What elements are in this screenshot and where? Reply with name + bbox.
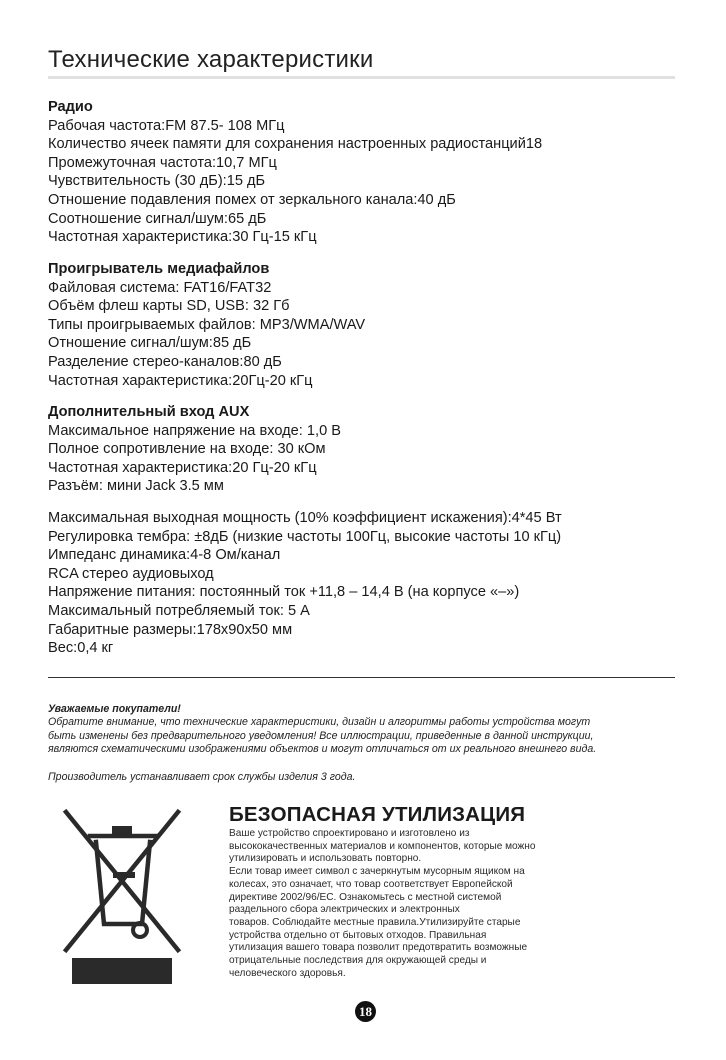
spec-line: Напряжение питания: постоянный ток +11,8 – 14,4 В (на корпусе «–») <box>48 584 520 601</box>
crossed-out-wheelie-bin-icon <box>58 806 186 986</box>
spec-line: Объём флеш карты SD, USB: 32 Гб <box>48 298 290 315</box>
spec-line: Промежуточная частота:10,7 МГц <box>48 154 277 171</box>
spec-line: Отношение подавления помех от зеркального канала:40 дБ <box>48 191 456 208</box>
section-heading-aux: Дополнительный вход AUX <box>48 404 250 420</box>
bin-drawing <box>58 806 186 956</box>
disposal-line: отрицательные последствия для окружающей среды и <box>229 955 487 967</box>
media-section <box>48 260 688 390</box>
notice-line: Обратите внимание, что технические характеристики, дизайн и алгоритмы работы устройства могут <box>48 716 591 729</box>
spec-line: Частотная характеристика:20Гц-20 кГц <box>48 372 313 389</box>
spec-line: RCA стерео аудиовыход <box>48 565 214 582</box>
disposal-line: человеческого здоровья. <box>229 967 346 979</box>
notice-line: быть изменены без предварительного уведомления! Все иллюстрации, приведенные в данной инструкции, <box>48 729 594 742</box>
disposal-line: колесах, это означает, что товар соответствует Европейской <box>229 878 513 890</box>
disposal-line: утилизировать и использовать повторно. <box>229 853 422 865</box>
spec-line: Частотная характеристика:30 Гц-15 кГц <box>48 229 317 246</box>
spec-line: Разъём: мини Jack 3.5 мм <box>48 478 224 495</box>
section-heading-media: Проигрыватель медиафайлов <box>48 261 270 277</box>
spec-line: Максимальный потребляемый ток: 5 А <box>48 602 310 619</box>
spec-line: Количество ячеек памяти для сохранения настроенных радиостанций18 <box>48 136 543 153</box>
spec-line: Типы проигрываемых файлов: MP3/WMA/WAV <box>48 316 366 333</box>
spec-line: Полное сопротивление на входе: 30 кОм <box>48 441 326 458</box>
spec-line: Максимальная выходная мощность (10% коэффициент искажения):4*45 Вт <box>48 510 562 526</box>
section-heading-radio: Радио <box>48 99 93 115</box>
disposal-line: директиве 2002/96/EC. Ознакомьтесь с местной системой <box>229 891 502 903</box>
spec-line: Вес:0,4 кг <box>48 640 114 657</box>
section-divider <box>48 677 675 678</box>
disposal-line: товаров. Соблюдайте местные правила.Утилизируйте старые <box>229 916 521 928</box>
disposal-line: утилизация вашего товара позволит предотвратить возможные <box>229 942 528 954</box>
disposal-line: высококачественных материалов и компонентов, которые можно <box>229 840 536 852</box>
spec-line: Габаритные размеры:178x90x50 мм <box>48 621 293 638</box>
customer-notice <box>48 703 688 757</box>
radio-section <box>48 98 688 247</box>
disposal-line: устройства отдельно от бытовых отходов. Правильная <box>229 929 487 941</box>
spec-line: Соотношение сигнал/шум:65 дБ <box>48 210 267 227</box>
bin-underline-bar <box>72 958 172 984</box>
notice-heading: Уважаемые покупатели! <box>48 703 181 715</box>
spec-line: Максимальное напряжение на входе: 1,0 В <box>48 422 341 439</box>
disposal-text <box>229 828 629 980</box>
general-section <box>48 509 688 658</box>
aux-section <box>48 403 688 496</box>
spec-line: Отношение сигнал/шум:85 дБ <box>48 335 252 352</box>
spec-line: Рабочая частота:FM 87.5- 108 МГц <box>48 117 285 134</box>
page-number-badge: 18 <box>355 1001 376 1022</box>
disposal-line: Ваше устройство спроектировано и изготовлено из <box>229 828 470 839</box>
spec-line: Разделение стерео-каналов:80 дБ <box>48 353 282 370</box>
disposal-line: раздельного сбора электрических и электронных <box>229 904 460 916</box>
spec-line: Регулировка тембра: ±8дБ (низкие частоты 100Гц, высокие частоты 10 кГц) <box>48 528 562 545</box>
spec-line: Файловая система: FAT16/FAT32 <box>48 279 272 296</box>
disposal-title: БЕЗОПАСНАЯ УТИЛИЗАЦИЯ <box>229 803 526 826</box>
title-rule <box>48 76 675 79</box>
disposal-line: Если товар имеет символ с зачеркнутым мусорным ящиком на <box>229 866 525 878</box>
spec-line: Частотная характеристика:20 Гц-20 кГц <box>48 459 317 476</box>
spec-line: Чувствительность (30 дБ):15 дБ <box>48 173 266 190</box>
spec-line: Импеданс динамика:4-8 Ом/канал <box>48 547 281 564</box>
page-title: Технические характеристики <box>48 46 374 73</box>
notice-line: являются схематическими изображениями объектов и могут отличаться от их реального внешнего вида. <box>48 743 597 756</box>
warranty-note: Производитель устанавливает срок службы изделия 3 года. <box>48 771 356 783</box>
